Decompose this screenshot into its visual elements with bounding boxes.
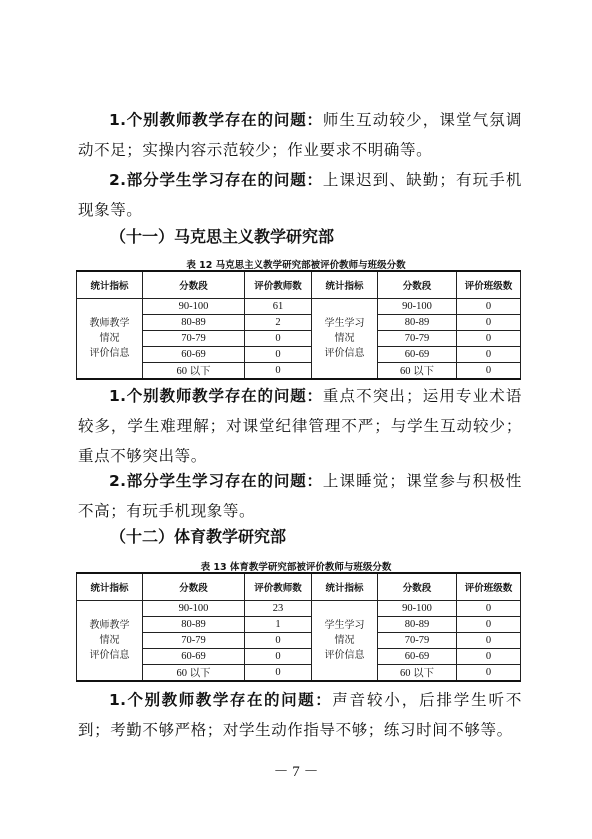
header-cell: 分数段 [378, 573, 457, 601]
paragraph-text: 师生互动较少，课堂气氛调动不足；实操内容示范较少；作业要求不明确等。 [78, 111, 522, 159]
class-count: 0 [457, 665, 521, 682]
score-range: 80-89 [143, 617, 245, 633]
score-range: 60-69 [143, 649, 245, 665]
class-count: 0 [457, 649, 521, 665]
score-range: 90-100 [378, 601, 457, 617]
student-problems-paragraph-2 [78, 466, 522, 526]
table-row [77, 617, 521, 633]
paragraph-lead: 1.个别教师教学存在的问题： [109, 691, 333, 709]
class-count: 0 [457, 347, 521, 363]
student-problems-paragraph-1 [78, 165, 522, 225]
teacher-problems-paragraph-3 [78, 685, 522, 745]
header-cell: 评价班级数 [457, 573, 521, 601]
score-range: 90-100 [143, 601, 245, 617]
teacher-count: 23 [245, 601, 312, 617]
score-range: 60-69 [378, 649, 457, 665]
paragraph-lead: 2.部分学生学习存在的问题： [109, 171, 323, 189]
score-range: 60 以下 [143, 363, 245, 380]
score-range: 70-79 [378, 633, 457, 649]
table-12 [76, 270, 521, 380]
teacher-count: 0 [245, 331, 312, 347]
header-cell: 统计指标 [77, 271, 143, 299]
page-number: － 7 － [273, 764, 319, 780]
paragraph-text: 重点不突出；运用专业术语较多，学生难理解；对课堂纪律管理不严；与学生互动较少；重点不够突出等。 [78, 387, 522, 465]
teacher-count: 0 [245, 347, 312, 363]
header-cell: 评价教师数 [245, 573, 312, 601]
class-count: 0 [457, 315, 521, 331]
teacher-indicator-label: 教师教学 情况 评价信息 [77, 601, 143, 682]
score-range: 60 以下 [143, 665, 245, 682]
teacher-count: 0 [245, 649, 312, 665]
score-range: 60-69 [378, 347, 457, 363]
score-range: 90-100 [143, 299, 245, 315]
header-cell: 分数段 [143, 573, 245, 601]
score-range: 70-79 [143, 633, 245, 649]
table-row [77, 649, 521, 665]
score-range: 80-89 [143, 315, 245, 331]
table-row [77, 315, 521, 331]
class-count: 0 [457, 633, 521, 649]
table-header-row [77, 271, 521, 299]
table-row [77, 331, 521, 347]
teacher-count: 61 [245, 299, 312, 315]
teacher-count: 0 [245, 633, 312, 649]
table-13-caption: 表 13 体育教学研究部被评价教师与班级分数 [200, 562, 392, 573]
score-range: 60 以下 [378, 363, 457, 380]
header-cell: 统计指标 [312, 573, 378, 601]
class-count: 0 [457, 617, 521, 633]
header-cell: 统计指标 [77, 573, 143, 601]
section-heading-11: （十一）马克思主义教学研究部 [110, 227, 335, 246]
score-range: 80-89 [378, 315, 457, 331]
header-cell: 统计指标 [312, 271, 378, 299]
class-count: 0 [457, 363, 521, 380]
table-12-caption: 表 12 马克思主义教学研究部被评价教师与班级分数 [186, 260, 406, 271]
paragraph-text: 上课睡觉；课堂参与积极性不高；有玩手机现象等。 [78, 472, 522, 520]
section-heading-12: （十二）体育教学研究部 [110, 527, 287, 546]
header-cell: 分数段 [378, 271, 457, 299]
table-header-row [77, 573, 521, 601]
score-range: 80-89 [378, 617, 457, 633]
table-row [77, 601, 521, 617]
header-cell: 评价班级数 [457, 271, 521, 299]
score-range: 70-79 [143, 331, 245, 347]
score-range: 60-69 [143, 347, 245, 363]
score-range: 90-100 [378, 299, 457, 315]
score-range: 60 以下 [378, 665, 457, 682]
teacher-count: 0 [245, 363, 312, 380]
teacher-count: 2 [245, 315, 312, 331]
teacher-problems-paragraph-1 [78, 105, 522, 165]
table-row [77, 299, 521, 315]
student-indicator-label: 学生学习 情况 评价信息 [312, 299, 378, 380]
table-13 [76, 572, 521, 682]
header-cell: 评价教师数 [245, 271, 312, 299]
paragraph-text: 声音较小，后排学生听不到；考勤不够严格；对学生动作指导不够；练习时间不够等。 [78, 691, 522, 739]
table-row [77, 347, 521, 363]
teacher-count: 1 [245, 617, 312, 633]
teacher-indicator-label: 教师教学 情况 评价信息 [77, 299, 143, 380]
paragraph-lead: 1.个别教师教学存在的问题： [109, 387, 323, 405]
paragraph-lead: 1.个别教师教学存在的问题： [109, 111, 323, 129]
header-cell: 分数段 [143, 271, 245, 299]
table-row [77, 363, 521, 380]
class-count: 0 [457, 299, 521, 315]
class-count: 0 [457, 331, 521, 347]
score-range: 70-79 [378, 331, 457, 347]
class-count: 0 [457, 601, 521, 617]
teacher-problems-paragraph-2 [78, 381, 522, 471]
student-indicator-label: 学生学习 情况 评价信息 [312, 601, 378, 682]
paragraph-text: 上课迟到、缺勤；有玩手机现象等。 [78, 171, 522, 219]
paragraph-lead: 2.部分学生学习存在的问题： [109, 472, 323, 490]
table-row [77, 665, 521, 682]
table-row [77, 633, 521, 649]
teacher-count: 0 [245, 665, 312, 682]
